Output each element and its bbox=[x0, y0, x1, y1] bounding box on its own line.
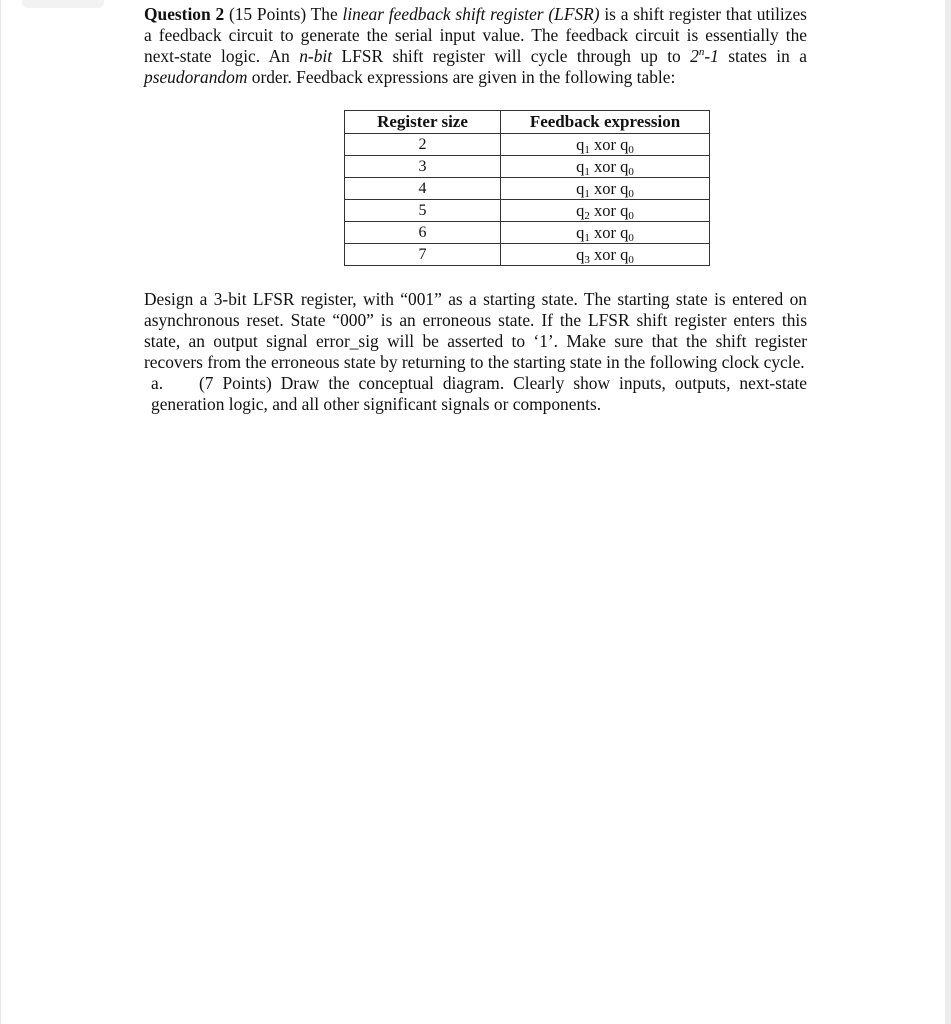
pseudorandom-term: pseudorandom bbox=[144, 67, 248, 87]
table-row bbox=[345, 244, 710, 266]
part-a-label: a. bbox=[151, 373, 164, 393]
table-row bbox=[345, 156, 710, 178]
feedback-expression-cell: $q_2$ xor $q_0$ bbox=[501, 200, 710, 222]
feedback-expression-cell: $q_1$ xor $q_0$ bbox=[501, 134, 710, 156]
part-a-text: (7 Points) Draw the conceptual diagram. Clearly show inputs, outputs, next-state generation logic, and all other significant signals or components. bbox=[151, 373, 807, 414]
design-paragraph: Design a 3-bit LFSR register, with “001” as a starting state. The starting state is entered on asynchronous reset. State “000” is an erroneous state. If the LFSR shift register enters this state, an output signal error_sig will be asserted to ‘1’. Make sure that the shift register recovers from the erroneous state by returning to the starting state in the following clock cycle. bbox=[144, 289, 807, 372]
register-size-cell: 7 bbox=[345, 244, 501, 266]
lfsr-term: linear feedback shift register (LFSR) bbox=[342, 4, 600, 24]
register-size-cell: 6 bbox=[345, 222, 501, 244]
table-row bbox=[345, 134, 710, 156]
top-tab-decoration bbox=[22, 0, 104, 8]
document-page bbox=[144, 4, 807, 415]
header-feedback-expression: Feedback expression bbox=[501, 111, 710, 134]
feedback-expression-cell: $q_1$ xor $q_0$ bbox=[501, 178, 710, 200]
table-row bbox=[345, 222, 710, 244]
register-size-cell: 5 bbox=[345, 200, 501, 222]
feedback-expression-cell: $q_1$ xor $q_0$ bbox=[501, 222, 710, 244]
table-header-row bbox=[345, 111, 710, 134]
feedback-table-wrapper bbox=[344, 110, 710, 266]
register-size-cell: 4 bbox=[345, 178, 501, 200]
part-a bbox=[151, 373, 807, 415]
question-intro: Question 2 (15 Points) The linear feedback shift register (LFSR) is a shift register that utilizes a feedback circuit to generate the serial input value. The feedback circuit is essentially the next-state logic. An n-bit LFSR shift register will cycle through up to 2$^n$-1 states in a pseudorandom order. Feedback expressions are given in the following table: bbox=[144, 4, 807, 87]
table-row bbox=[345, 200, 710, 222]
feedback-expression-cell: $q_1$ xor $q_0$ bbox=[501, 156, 710, 178]
question-points: (15 Points) bbox=[228, 4, 307, 24]
state-formula: 2$^n$-1 bbox=[690, 46, 719, 66]
feedback-table bbox=[344, 110, 710, 266]
question-heading: Question 2 bbox=[144, 4, 225, 24]
register-size-cell: 3 bbox=[345, 156, 501, 178]
feedback-expression-cell: $q_3$ xor $q_0$ bbox=[501, 244, 710, 266]
table-row bbox=[345, 178, 710, 200]
header-register-size: Register size bbox=[345, 111, 501, 134]
register-size-cell: 2 bbox=[345, 134, 501, 156]
nbit-term: n-bit bbox=[299, 46, 333, 66]
